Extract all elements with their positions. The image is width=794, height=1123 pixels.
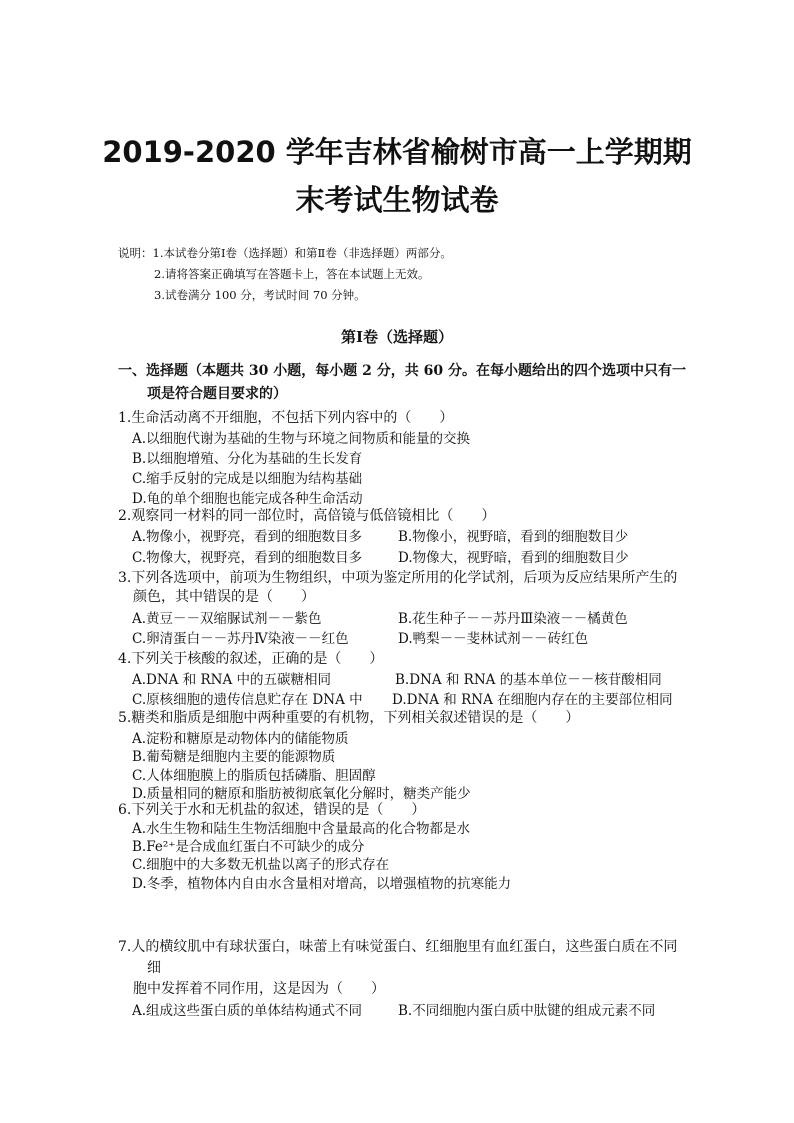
question-2-option-b: B.物像小，视野暗，看到的细胞数目少	[398, 529, 629, 545]
question-3-option-d: D.鸭梨－－斐林试剂－－砖红色	[398, 631, 589, 647]
question-5-option-d: D.质量相同的糖原和脂肪被彻底氧化分解时，糖类产能少	[132, 786, 471, 802]
question-4-stem: 4.下列关于核酸的叙述，正确的是（ ）	[118, 651, 384, 667]
question-5-option-a: A.淀粉和糖原是动物体内的储能物质	[132, 731, 349, 747]
question-4-option-a: A.DNA 和 RNA 中的五碳糖相同	[132, 672, 332, 688]
question-3-stem-line-2: 颜色，其中错误的是（ ）	[133, 589, 315, 605]
question-6-option-b: B.Fe²⁺是合成血红蛋白不可缺少的成分	[132, 839, 365, 855]
question-5-option-c: C.人体细胞膜上的脂质包括磷脂、胆固醇	[132, 768, 376, 784]
question-3-option-c: C.卵清蛋白－－苏丹Ⅳ染液－－红色	[132, 631, 349, 647]
question-7-option-b: B.不同细胞内蛋白质中肽键的组成元素不同	[398, 1003, 656, 1019]
exam-title-line-2: 末考试生物试卷	[295, 183, 499, 217]
question-1-option-c: C.缩手反射的完成是以细胞为结构基础	[132, 471, 363, 487]
question-5-option-b: B.葡萄糖是细胞内主要的能源物质	[132, 749, 336, 765]
question-1-stem: 1.生命活动离不开细胞，不包括下列内容中的（ ）	[118, 410, 454, 426]
question-4-option-c: C.原核细胞的遗传信息贮存在 DNA 中	[132, 692, 363, 708]
question-2-option-d: D.物像大，视野暗，看到的细胞数目少	[398, 550, 629, 566]
section-title: 第Ⅰ卷（选择题）	[340, 328, 454, 346]
note-3: 3.试卷满分 100 分，考试时间 70 分钟。	[154, 288, 366, 302]
question-1-option-a: A.以细胞代谢为基础的生物与环境之间物质和能量的交换	[132, 431, 471, 447]
question-4-option-b: B.DNA 和 RNA 的基本单位－－核苷酸相同	[395, 672, 662, 688]
question-6-option-d: D.冬季，植物体内自由水含量相对增高，以增强植物的抗寒能力	[132, 876, 512, 892]
part1-heading-line-2: 项是符合题目要求的）	[147, 386, 287, 402]
question-3-stem-line-1: 3.下列各选项中，前项为生物组织，中项为鉴定所用的化学试剂，后项为反应结果所产生的	[118, 570, 678, 586]
question-1-option-d: D.龟的单个细胞也能完成各种生命活动	[132, 491, 363, 507]
question-7-stem-line-2: 细	[147, 960, 161, 976]
note-2: 2.请将答案正确填写在答题卡上，答在本试题上无效。	[154, 267, 430, 281]
question-6-option-a: A.水生生物和陆生生物活细胞中含量最高的化合物都是水	[132, 821, 471, 837]
part1-heading-line-1: 一、选择题（本题共 30 小题，每小题 2 分，共 60 分。在每小题给出的四个选项中只有一	[118, 363, 686, 379]
question-3-option-b: B.花生种子－－苏丹Ⅲ染液－－橘黄色	[398, 611, 628, 627]
question-1-option-b: B.以细胞增殖、分化为基础的生长发育	[132, 451, 363, 467]
question-2-option-a: A.物像小，视野亮，看到的细胞数目多	[132, 529, 363, 545]
question-6-option-c: C.细胞中的大多数无机盐以离子的形式存在	[132, 857, 390, 873]
exam-title-line-1: 2019-2020 学年吉林省榆树市高一上学期期	[102, 135, 692, 169]
question-7-option-a: A.组成这些蛋白质的单体结构通式不同	[132, 1003, 363, 1019]
question-2-stem: 2.观察同一材料的同一部位时，高倍镜与低倍镜相比（ ）	[118, 508, 496, 524]
question-2-option-c: C.物像大，视野亮，看到的细胞数目多	[132, 550, 363, 566]
question-3-option-a: A.黄豆－－双缩脲试剂－－紫色	[132, 611, 322, 627]
question-5-stem: 5.糖类和脂质是细胞中两种重要的有机物，下列相关叙述错误的是（ ）	[118, 710, 580, 726]
question-7-stem-line-1: 7.人的横纹肌中有球状蛋白，味蕾上有味觉蛋白、红细胞里有血红蛋白，这些蛋白质在不同	[118, 939, 678, 955]
note-1: 说明：1.本试卷分第Ⅰ卷（选择题）和第Ⅱ卷（非选择题）两部分。	[118, 246, 452, 260]
question-6-stem: 6.下列关于水和无机盐的叙述，错误的是（ ）	[118, 802, 426, 818]
question-7-stem-line-3: 胞中发挥着不同作用，这是因为（ ）	[133, 981, 385, 997]
question-4-option-d: D.DNA 和 RNA 在细胞内存在的主要部位相同	[392, 692, 673, 708]
